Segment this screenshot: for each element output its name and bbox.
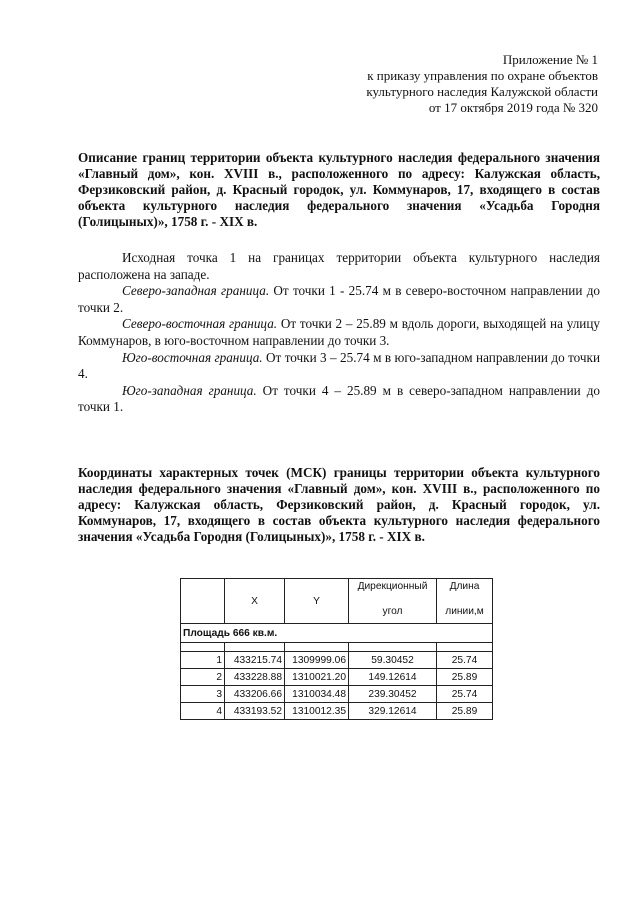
boundary-label: Юго-восточная граница.	[122, 349, 263, 365]
spacer-cell	[437, 643, 493, 652]
appendix-line: Приложение № 1	[502, 52, 598, 67]
point-number: 2	[181, 669, 225, 686]
direction-angle: 149.12614	[349, 669, 437, 686]
table-row	[181, 669, 493, 686]
coord-y: 1310034.48	[285, 686, 349, 703]
boundary-description-heading: Описание границ территории объекта культурного наследия федерального значения «Главный дом», кон. XVIII в., расположенного по адресу: Калужская область, Ферзиковский район, д. Красный городок, ул. Коммунаров, 17, входящего в состав объекта культурного наследия федерального значения «Усадьба Городня (Голицыных)», 1758 г. - XIX в.	[78, 150, 600, 229]
coord-x: 433215.74	[225, 652, 285, 669]
boundary-label: Северо-западная граница.	[122, 283, 270, 299]
header-direction-angle	[349, 579, 437, 624]
description-paragraph	[78, 283, 600, 316]
description-paragraph	[78, 316, 600, 349]
boundary-description	[78, 250, 600, 416]
spacer-row	[181, 643, 493, 652]
boundary-text: От точки 2 – 25.89 м вдоль дороги, выходящей на улицу Коммунаров, в юго-восточном направлении до точки 3.	[78, 316, 600, 348]
coord-x: 433206.66	[225, 686, 285, 703]
boundary-text: От точки 3 – 25.74 м в юго-западном направлении до точки 4.	[78, 349, 601, 382]
coord-y: 1310021.20	[285, 669, 349, 686]
point-number: 1	[181, 652, 225, 669]
spacer-cell	[225, 643, 285, 652]
appendix-header	[300, 52, 598, 116]
description-paragraph	[78, 383, 600, 416]
area-value: Площадь 666 кв.м.	[181, 624, 493, 643]
line-length: 25.74	[437, 686, 493, 703]
header-y: Y	[285, 579, 349, 624]
coord-y: 1310012.35	[285, 703, 349, 720]
header-line-length	[437, 579, 493, 624]
header-x: X	[225, 579, 285, 624]
direction-angle: 239.30452	[349, 686, 437, 703]
appendix-line: от 17 октября 2019 года № 320	[428, 100, 598, 115]
line-length: 25.89	[437, 669, 493, 686]
area-row	[181, 624, 493, 643]
header-text: Дирекционный	[357, 581, 428, 592]
boundary-text: От точки 1 - 25.74 м в северо-восточном направлении до точки 2.	[78, 283, 600, 315]
spacer-cell	[349, 643, 437, 652]
header-point-number	[181, 579, 225, 624]
header-text: Длина	[449, 581, 480, 592]
table-row	[181, 686, 493, 703]
description-paragraph: Исходная точка 1 на границах территории объекта культурного наследия расположена на западе.	[78, 250, 600, 282]
appendix-line: к приказу управления по охране объектов	[367, 68, 598, 83]
point-number: 3	[181, 686, 225, 703]
boundary-label: Северо-восточная граница.	[122, 316, 278, 332]
line-length: 25.89	[437, 703, 493, 720]
header-text: линии,м	[445, 606, 484, 617]
coord-x: 433228.88	[225, 669, 285, 686]
table-row	[181, 652, 493, 669]
appendix-line: культурного наследия Калужской области	[366, 84, 598, 99]
direction-angle: 329.12614	[349, 703, 437, 720]
spacer-cell	[285, 643, 349, 652]
description-paragraph	[78, 350, 600, 383]
point-number: 4	[181, 703, 225, 720]
table-row	[181, 703, 493, 720]
direction-angle: 59.30452	[349, 652, 437, 669]
coord-x: 433193.52	[225, 703, 285, 720]
coord-y: 1309999.06	[285, 652, 349, 669]
coordinates-table	[180, 578, 493, 720]
table-header-row	[181, 579, 493, 624]
line-length: 25.74	[437, 652, 493, 669]
header-text: угол	[382, 606, 403, 617]
boundary-label: Юго-западная граница.	[122, 382, 257, 398]
coordinates-heading: Координаты характерных точек (МСК) границы территории объекта культурного наследия федерального значения «Главный дом», кон. XVIII в., расположенного по адресу: Калужская область, Ферзиковский район, д. Красный городок, ул. Коммунаров, 17, входящего в состав объекта культурного наследия федерального значения «Усадьба Городня (Голицыных)», 1758 г. - XIX в.	[78, 465, 600, 544]
boundary-text: От точки 4 – 25.89 м в северо-западном направлении до точки 1.	[78, 382, 600, 415]
spacer-cell	[181, 643, 225, 652]
